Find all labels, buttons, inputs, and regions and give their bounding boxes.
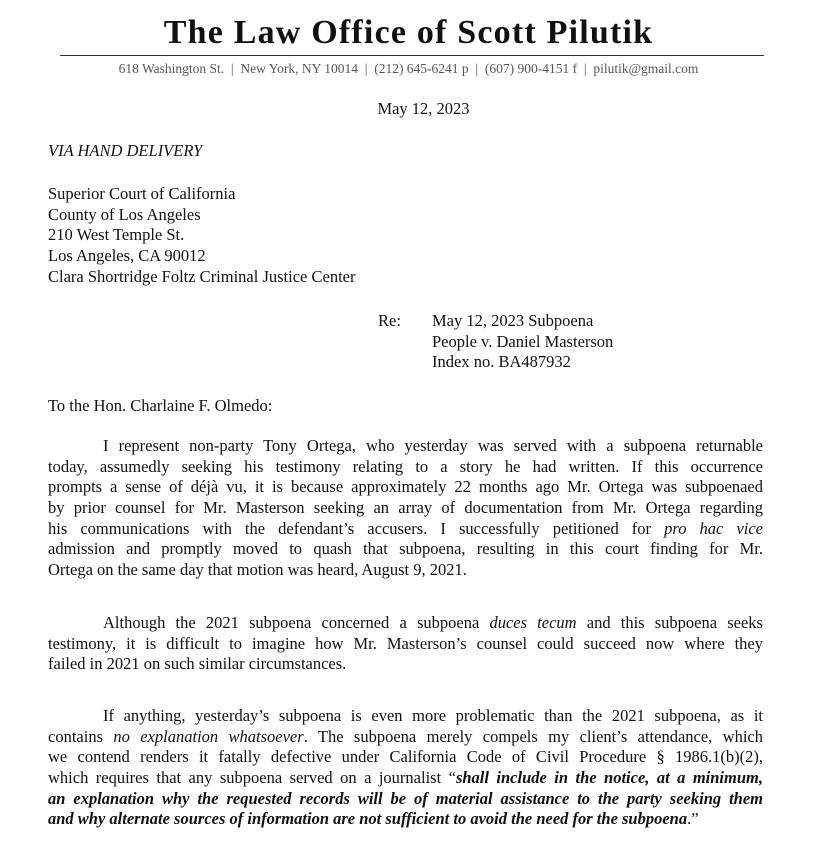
statute-quote: and why alternate sources of information are not sufficient to avoid the need for the subpoena (48, 809, 688, 829)
re-label: Re: (378, 311, 401, 330)
paragraph-line: I represent non-party Tony Ortega, who yesterday was served with a subpoena returnable (103, 436, 763, 455)
recipient-line: Superior Court of California (48, 184, 236, 203)
recipient-line: Los Angeles, CA 90012 (48, 246, 206, 266)
paragraph-line: Ortega on the same day that motion was heard, August 9, 2021. (48, 560, 467, 580)
re-line: May 12, 2023 Subpoena (432, 311, 594, 330)
statute-quote: shall include in the notice, at a minimum, (455, 768, 763, 788)
italic-term: no explanation whatsoever (113, 726, 304, 746)
letterhead-title: The Law Office of Scott Pilutik (163, 14, 654, 51)
recipient-address (48, 184, 355, 288)
letterhead-divider (60, 55, 764, 56)
paragraph-line (48, 809, 763, 830)
text-run: Although the 2021 subpoena concerned a subpoena (103, 613, 480, 632)
italic-term: pro hac vice (664, 518, 764, 538)
re-block (432, 311, 613, 373)
paragraph-line: admission and promptly moved to quash that subpoena, resulting in this court finding for Mr. (48, 539, 763, 559)
statute-quote: an explanation why the requested records will be of material assistance to the party seeking them (48, 788, 763, 808)
paragraph-line (48, 613, 763, 634)
re-line: Index no. BA487932 (432, 352, 571, 372)
body-paragraph-2 (48, 613, 763, 675)
text-run: contains (48, 726, 103, 746)
text-run: which requires that any subpoena served on a journalist “ (48, 768, 456, 788)
paragraph-line (48, 768, 763, 789)
body-paragraph-3 (48, 706, 763, 830)
body-paragraph-1 (48, 436, 763, 581)
text-run: . The subpoena merely compels my client’s attendance, which (303, 726, 763, 746)
salutation: To the Hon. Charlaine F. Olmedo: (48, 396, 273, 415)
text-run: .” (687, 809, 699, 829)
paragraph-line: we contend renders it fatally defective under California Code of Civil Procedure § 1986.1(b)(2), (48, 747, 763, 767)
letterhead-contact-line: 618 Washington St. | New York, NY 10014 | (212) 645-6241 p | (607) 900-4151 f | pilutik@gmail.com (118, 61, 699, 76)
paragraph-line: failed in 2021 on such similar circumstances. (48, 654, 347, 674)
text-run: his communications with the defendant’s accusers. I successfully petitioned for (48, 518, 652, 538)
paragraph-line (48, 789, 763, 810)
recipient-line: Clara Shortridge Foltz Criminal Justice Center (48, 266, 356, 286)
paragraph-line: today, assumedly seeking his testimony relating to a story he had written. If this occurrence (48, 456, 763, 476)
delivery-method: VIA HAND DELIVERY (48, 141, 203, 160)
paragraph-line (48, 727, 763, 748)
paragraph-line: by prior counsel for Mr. Masterson seeking an array of documentation from Mr. Ortega regarding (48, 498, 763, 518)
paragraph-line: If anything, yesterday’s subpoena is even more problematic than the 2021 subpoena, as it (103, 706, 763, 725)
recipient-line: 210 West Temple St. (48, 225, 185, 245)
italic-term: duces tecum (489, 613, 577, 632)
letter-date: May 12, 2023 (377, 99, 470, 118)
re-line: People v. Daniel Masterson (432, 331, 614, 351)
paragraph-line: prompts a sense of déjà vu, it is because approximately 22 months ago Mr. Ortega was subpoenaed (48, 477, 763, 497)
text-run: and this subpoena seeks (586, 613, 763, 632)
paragraph-line: testimony, it is difficult to imagine how Mr. Masterson’s counsel could succeed now where they (48, 633, 763, 653)
recipient-line: County of Los Angeles (48, 204, 201, 224)
paragraph-line (48, 519, 763, 540)
